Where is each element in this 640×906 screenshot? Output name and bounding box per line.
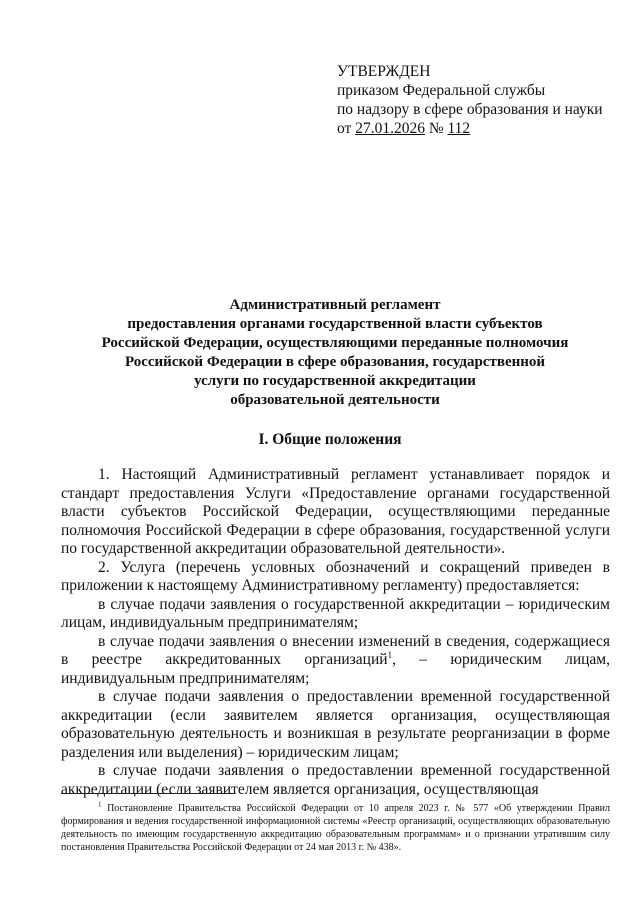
footnote-ref: 1 (387, 649, 393, 660)
footnote-text: Постановление Правительства Российской Федерации от 10 апреля 2023 г. № 577 «Об утверждении Правил формирования и ведения государственной информационной системы «Реестр организаций, осуществляющих образовательную деятельность по имеющим государственную аккредитацию образовательным программам» и о признании утратившим силу постановления Правительства Российской Федерации от 24 мая 2013 г. № 438». (61, 803, 611, 853)
title-line-6: образовательной деятельности (230, 392, 440, 408)
title-line-3: Российской Федерации, осуществляющими переданные полномочия (101, 335, 569, 351)
footnote-marker: 1 (98, 800, 102, 809)
approval-block (337, 62, 627, 138)
title-line-4: Российской Федерации в сфере образования, государственной (124, 354, 546, 370)
approval-number-sign: № (428, 120, 444, 137)
approval-prefix: от (337, 120, 352, 137)
approval-line-1: приказом Федеральной службы (337, 82, 546, 99)
paragraph-4 (61, 633, 610, 689)
approval-date: 27.01.2026 (355, 120, 425, 137)
paragraph-4-text: в случае подачи заявления о внесении изменений в сведения, содержащиеся в реестре аккредитованных организаций (61, 632, 610, 668)
title-line-5: услуги по государственной аккредитации (194, 373, 476, 389)
approval-heading: УТВЕРЖДЕН (337, 63, 431, 80)
body-text (61, 466, 610, 799)
paragraph-1: 1. Настоящий Административный регламент устанавливает порядок и стандарт предоставления Услуги «Предоставление органами государственной власти субъектов Российской Федерации, осуществляющими переданные полномочия Российской Федерации в сфере образования, государственной услуги по государственной аккредитации образовательной деятельности». (61, 466, 610, 557)
approval-line-2: по надзору в сфере образования и науки (337, 101, 603, 118)
footnote-separator (61, 793, 235, 794)
paragraph-3: в случае подачи заявления о государственной аккредитации – юридическим лицам, индивидуальным предпринимателям; (61, 595, 610, 631)
section-heading: I. Общие положения (258, 431, 402, 448)
paragraph-6: в случае подачи заявления о предоставлении временной государственной аккредитации (если заявителем является организация, осуществляющая (61, 762, 610, 798)
approval-date-line (337, 119, 627, 138)
footnote (61, 802, 610, 854)
approval-number: 112 (447, 120, 471, 137)
paragraph-2: 2. Услуга (перечень условных обозначений и сокращений приведен в приложении к настоящему Административному регламенту) предоставляется: (61, 558, 610, 594)
title-line-2: предоставления органами государственной власти субъектов (127, 316, 543, 332)
paragraph-4-text-end: , – юридическим лицам, индивидуальным предпринимателям; (61, 651, 610, 687)
document-title (40, 296, 630, 410)
paragraph-5: в случае подачи заявления о предоставлении временной государственной аккредитации (если заявителем является организация, осуществляющая образовательную деятельность и возникшая в результате реорганизации в форме разделения или выделения) – юридическим лицам; (61, 688, 610, 761)
title-line-1: Административный регламент (229, 297, 441, 313)
